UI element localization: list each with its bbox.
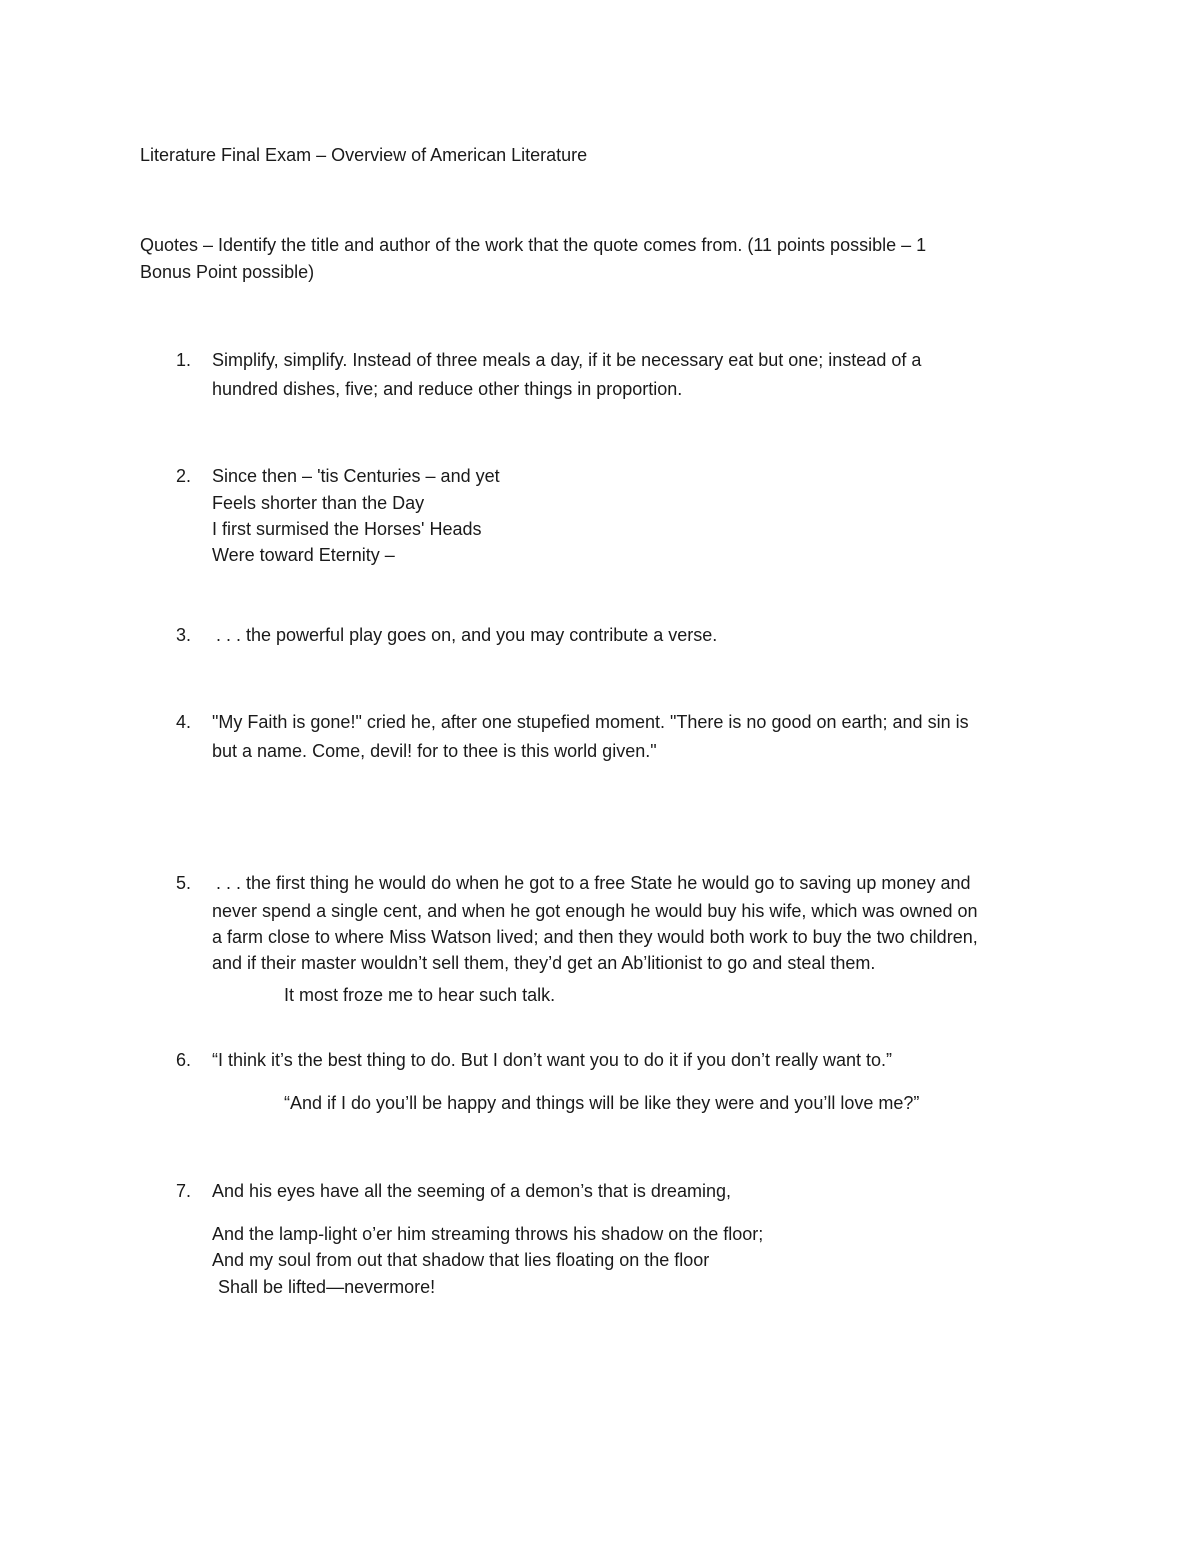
quote-line: but a name. Come, devil! for to thee is this world given."	[212, 741, 657, 761]
quote-line: Since then – 'tis Centuries – and yet	[212, 466, 500, 486]
quote-line: hundred dishes, five; and reduce other things in proportion.	[212, 379, 683, 399]
quote-line: Were toward Eternity –	[212, 545, 395, 565]
question-number: 5.	[176, 873, 192, 893]
question-number: 1.	[176, 350, 192, 370]
quote-line: “I think it’s the best thing to do. But I don’t want you to do it if you don’t really want to.”	[212, 1050, 893, 1070]
quote-line: and if their master wouldn’t sell them, they’d get an Ab’litionist to go and steal them.	[212, 953, 876, 973]
quote-line: Shall be lifted—nevermore!	[218, 1277, 436, 1297]
question-number: 4.	[176, 712, 192, 732]
quote-line: I first surmised the Horses' Heads	[212, 519, 482, 539]
quote-line: And his eyes have all the seeming of a demon’s that is dreaming,	[212, 1181, 731, 1201]
page-title: Literature Final Exam – Overview of American Literature	[140, 145, 588, 165]
question-number: 2.	[176, 466, 192, 486]
question-number: 7.	[176, 1181, 192, 1201]
quote-line: And my soul from out that shadow that lies floating on the floor	[212, 1250, 710, 1270]
quote-line: . . . the powerful play goes on, and you may contribute a verse.	[216, 625, 718, 645]
quote-line: Simplify, simplify. Instead of three meals a day, if it be necessary eat but one; instead of a	[212, 350, 922, 370]
quote-line: a farm close to where Miss Watson lived; and then they would both work to buy the two children,	[212, 927, 978, 947]
quote-line: never spend a single cent, and when he got enough he would buy his wife, which was owned on	[212, 901, 978, 921]
quote-line: And the lamp-light o’er him streaming throws his shadow on the floor;	[212, 1224, 764, 1244]
quote-line: It most froze me to hear such talk.	[284, 985, 556, 1005]
quote-line: . . . the first thing he would do when he got to a free State he would go to saving up money and	[216, 873, 971, 893]
instructions-line-1: Quotes – Identify the title and author of the work that the quote comes from. (11 points possible – 1	[140, 235, 927, 255]
quote-line: "My Faith is gone!" cried he, after one stupefied moment. "There is no good on earth; and sin is	[212, 712, 969, 732]
question-number: 3.	[176, 625, 192, 645]
quote-line: Feels shorter than the Day	[212, 493, 425, 513]
instructions-line-2: Bonus Point possible)	[140, 262, 315, 282]
quote-line: “And if I do you’ll be happy and things will be like they were and you’ll love me?”	[284, 1093, 920, 1113]
question-number: 6.	[176, 1050, 192, 1070]
